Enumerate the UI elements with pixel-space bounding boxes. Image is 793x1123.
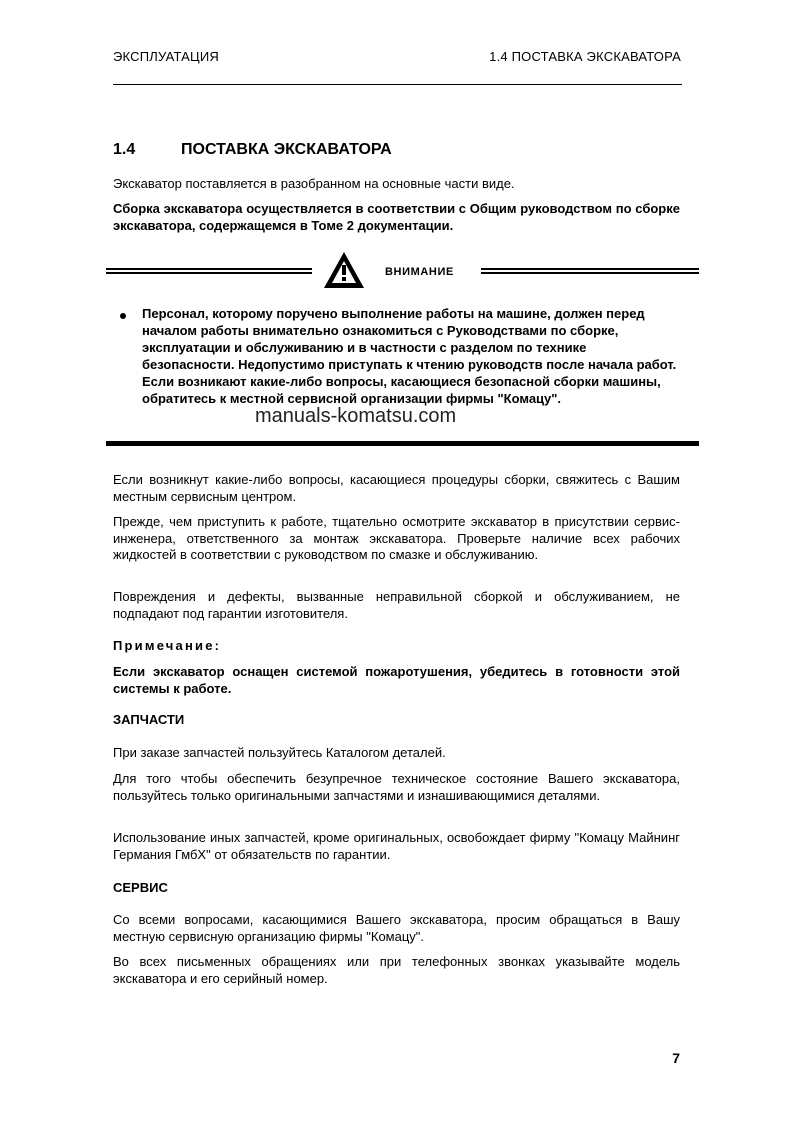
warning-bar-left	[106, 268, 312, 274]
warning-bar-right	[481, 268, 699, 274]
service-heading: СЕРВИС	[113, 880, 168, 895]
parts-paragraph: Для того чтобы обеспечить безупречное техническое состояние Вашего экскаватора, пользуйтесь только оригинальными запчастями и изнашивающимися деталями.	[113, 771, 680, 803]
note-title: Примечание:	[113, 638, 222, 653]
assembly-paragraph: Сборка экскаватора осуществляется в соответствии с Общим руководством по сборке экскаватора, содержащемся в Томе 2 документации.	[113, 201, 680, 233]
body-paragraph: Повреждения и дефекты, вызванные неправильной сборкой и обслуживанием, не подпадают под гарантии изготовителя.	[113, 589, 680, 621]
parts-heading: ЗАПЧАСТИ	[113, 712, 185, 727]
running-header-chapter: ЭКСПЛУАТАЦИЯ	[113, 49, 220, 64]
warning-triangle-icon	[322, 250, 366, 290]
parts-paragraph: При заказе запчастей пользуйтесь Каталогом деталей.	[113, 745, 446, 760]
body-paragraph: Если возникнут какие-либо вопросы, касающиеся процедуры сборки, свяжитесь с Вашим местным сервисным центром.	[113, 472, 680, 504]
warning-label: ВНИМАНИЕ	[385, 266, 454, 278]
service-paragraph: Во всех письменных обращениях или при телефонных звонках указывайте модель экскаватора и его серийный номер.	[113, 954, 680, 986]
watermark-text: manuals-komatsu.com	[255, 405, 457, 427]
body-paragraph: Прежде, чем приступить к работе, тщательно осмотрите экскаватор в присутствии сервис-инженера, ответственного за монтаж экскаватора. Проверьте наличие всех рабочих жидкостей в соответствии с руководством по смазке и обслуживанию.	[113, 514, 680, 563]
running-header-section: 1.4 ПОСТАВКА ЭКСКАВАТОРА	[489, 49, 681, 64]
service-paragraph: Со всеми вопросами, касающимися Вашего экскаватора, просим обращаться в Вашу местную сервисную организацию фирмы "Комацу".	[113, 912, 680, 944]
warning-end-rule	[106, 441, 699, 446]
section-number: 1.4	[113, 141, 136, 158]
intro-paragraph: Экскаватор поставляется в разобранном на основные части виде.	[113, 176, 515, 191]
section-title: ПОСТАВКА ЭКСКАВАТОРА	[181, 141, 392, 158]
page-number: 7	[672, 1050, 680, 1066]
bullet-icon	[120, 313, 126, 319]
header-divider	[113, 84, 682, 85]
warning-bullet-text: Персонал, которому поручено выполнение работы на машине, должен перед началом работы внимательно ознакомиться с Руководствами по сборке, эксплуатации и обслуживанию и в частности с разделом по технике безопасности. Недопустимо приступать к чтению руководств после начала работ. Если возникают какие-либо вопросы, касающиеся безопасной сборки машины, обратитесь к местной сервисной организации фирмы "Комацу".	[142, 306, 677, 406]
parts-paragraph: Использование иных запчастей, кроме оригинальных, освобождает фирму "Комацу Майнинг Германия ГмбХ" от обязательств по гарантии.	[113, 830, 680, 862]
note-text: Если экскаватор оснащен системой пожаротушения, убедитесь в готовности этой системы к работе.	[113, 664, 680, 696]
section-heading	[113, 141, 682, 159]
